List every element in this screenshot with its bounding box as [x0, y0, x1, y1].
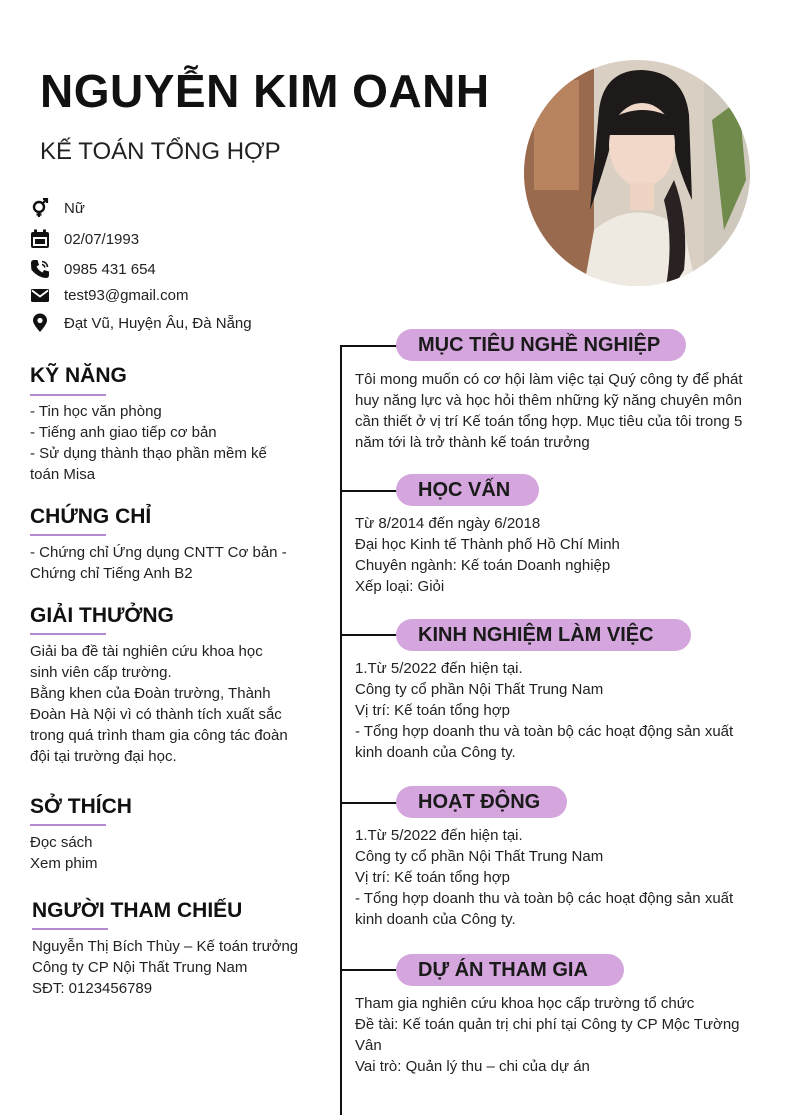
education-heading: HỌC VẤN: [396, 474, 539, 506]
text-line: Tôi mong muốn có cơ hội làm việc tại Quý công ty để phát: [355, 371, 743, 388]
text-line: năm tới là trở thành kế toán trưởng: [355, 434, 590, 451]
activities-heading: HOẠT ĐỘNG: [396, 786, 567, 818]
references-underline: [32, 928, 108, 930]
timeline-connector: [340, 969, 398, 971]
contact-phone: [30, 257, 156, 281]
job-title: KẾ TOÁN TỔNG HỢP: [40, 138, 281, 165]
references-list: [32, 936, 298, 999]
list-item: - Chứng chỉ Ứng dụng CNTT Cơ bản -: [30, 544, 287, 561]
email-text: test93@gmail.com: [64, 286, 189, 304]
text-line: 1.Từ 5/2022 đến hiện tại.: [355, 660, 523, 677]
phone-text: 0985 431 654: [64, 260, 156, 278]
email-icon: [30, 285, 50, 305]
list-item: Đọc sách: [30, 834, 93, 851]
awards-underline: [30, 633, 106, 635]
location-icon: [30, 313, 50, 333]
text-line: - Tổng hợp doanh thu và toàn bộ các hoạt động sản xuất: [355, 890, 734, 907]
contact-gender: [30, 196, 85, 220]
gender-text: Nữ: [64, 199, 85, 217]
skills-title: KỸ NĂNG: [30, 364, 127, 387]
hobbies-list: [30, 832, 98, 874]
awards-title: GIẢI THƯỞNG: [30, 604, 174, 627]
projects-heading: DỰ ÁN THAM GIA: [396, 954, 624, 986]
list-item: Công ty CP Nội Thất Trung Nam: [32, 959, 248, 976]
list-item: - Sử dụng thành thạo phần mềm kế: [30, 445, 267, 462]
activities-text: [355, 825, 733, 930]
certificates-underline: [30, 534, 106, 536]
text-line: kinh doanh của Công ty.: [355, 744, 516, 761]
hobbies-underline: [30, 824, 106, 826]
objective-text: [355, 369, 743, 453]
list-item: - Tiếng anh giao tiếp cơ bản: [30, 424, 217, 441]
list-item: SĐT: 0123456789: [32, 980, 153, 997]
experience-text: [355, 658, 733, 763]
list-item: Nguyễn Thị Bích Thùy – Kế toán trưởng: [32, 938, 299, 955]
text-line: Đề tài: Kế toán quản trị chi phí tại Công ty CP Mộc Tường: [355, 1016, 740, 1033]
list-item: sinh viên cấp trường.: [30, 664, 172, 681]
projects-text: [355, 993, 740, 1077]
list-item: Xem phim: [30, 855, 98, 872]
certificates-title: CHỨNG CHỈ: [30, 505, 152, 528]
timeline-connector: [340, 634, 398, 636]
text-line: kinh doanh của Công ty.: [355, 911, 516, 928]
text-line: Vân: [355, 1037, 382, 1054]
timeline-connector: [340, 802, 398, 804]
text-line: Chuyên ngành: Kế toán Doanh nghiệp: [355, 557, 611, 574]
text-line: Công ty cổ phần Nội Thất Trung Nam: [355, 848, 604, 865]
text-line: Tham gia nghiên cứu khoa học cấp trường tổ chức: [355, 995, 695, 1012]
text-line: Vị trí: Kế toán tổng hợp: [355, 702, 510, 719]
text-line: Đại học Kinh tế Thành phố Hồ Chí Minh: [355, 536, 620, 553]
text-line: huy năng lực và học hỏi thêm những kỹ năng chuyên môn: [355, 392, 742, 409]
birthday-text: 02/07/1993: [64, 230, 140, 248]
skills-list: [30, 401, 267, 485]
text-line: Từ 8/2014 đến ngày 6/2018: [355, 515, 541, 532]
hobbies-title: SỞ THÍCH: [30, 795, 132, 818]
list-item: Giải ba đề tài nghiên cứu khoa học: [30, 643, 263, 660]
profile-photo: [524, 60, 750, 286]
address-text: Đạt Vũ, Huyện Âu, Đà Nẵng: [64, 314, 252, 332]
list-item: toán Misa: [30, 466, 96, 483]
list-item: trong quá trình tham gia công tác đoàn: [30, 727, 288, 744]
objective-heading: MỤC TIÊU NGHỀ NGHIỆP: [396, 329, 686, 361]
text-line: Xếp loại: Giỏi: [355, 578, 445, 595]
text-line: Vai trò: Quản lý thu – chi của dự án: [355, 1058, 590, 1075]
contact-email: [30, 283, 189, 307]
timeline-line: [340, 345, 342, 1115]
list-item: Đoàn Hà Nội vì có thành tích xuất sắc: [30, 706, 282, 723]
candidate-name: NGUYỄN KIM OANH: [40, 65, 490, 117]
text-line: - Tổng hợp doanh thu và toàn bộ các hoạt động sản xuất: [355, 723, 734, 740]
calendar-icon: [30, 229, 50, 249]
timeline-connector: [340, 345, 398, 347]
list-item: Bằng khen của Đoàn trường, Thành: [30, 685, 271, 702]
certificates-list: [30, 542, 287, 584]
list-item: - Tin học văn phòng: [30, 403, 162, 420]
text-line: Công ty cổ phần Nội Thất Trung Nam: [355, 681, 604, 698]
awards-list: [30, 641, 288, 767]
list-item: Chứng chỉ Tiếng Anh B2: [30, 565, 193, 582]
text-line: cần thiết ở vị trí Kế toán tổng hợp. Mục tiêu của tôi trong 5: [355, 413, 743, 430]
contact-birthday: [30, 227, 140, 251]
skills-underline: [30, 394, 106, 396]
text-line: 1.Từ 5/2022 đến hiện tại.: [355, 827, 523, 844]
list-item: đội tại trường đại học.: [30, 748, 177, 765]
phone-icon: [30, 259, 50, 279]
experience-heading: KINH NGHIỆM LÀM VIỆC: [396, 619, 691, 651]
timeline-connector: [340, 490, 398, 492]
contact-address: [30, 311, 252, 335]
gender-icon: [30, 198, 50, 218]
references-title: NGƯỜI THAM CHIẾU: [32, 899, 243, 922]
education-text: [355, 513, 620, 597]
text-line: Vị trí: Kế toán tổng hợp: [355, 869, 510, 886]
